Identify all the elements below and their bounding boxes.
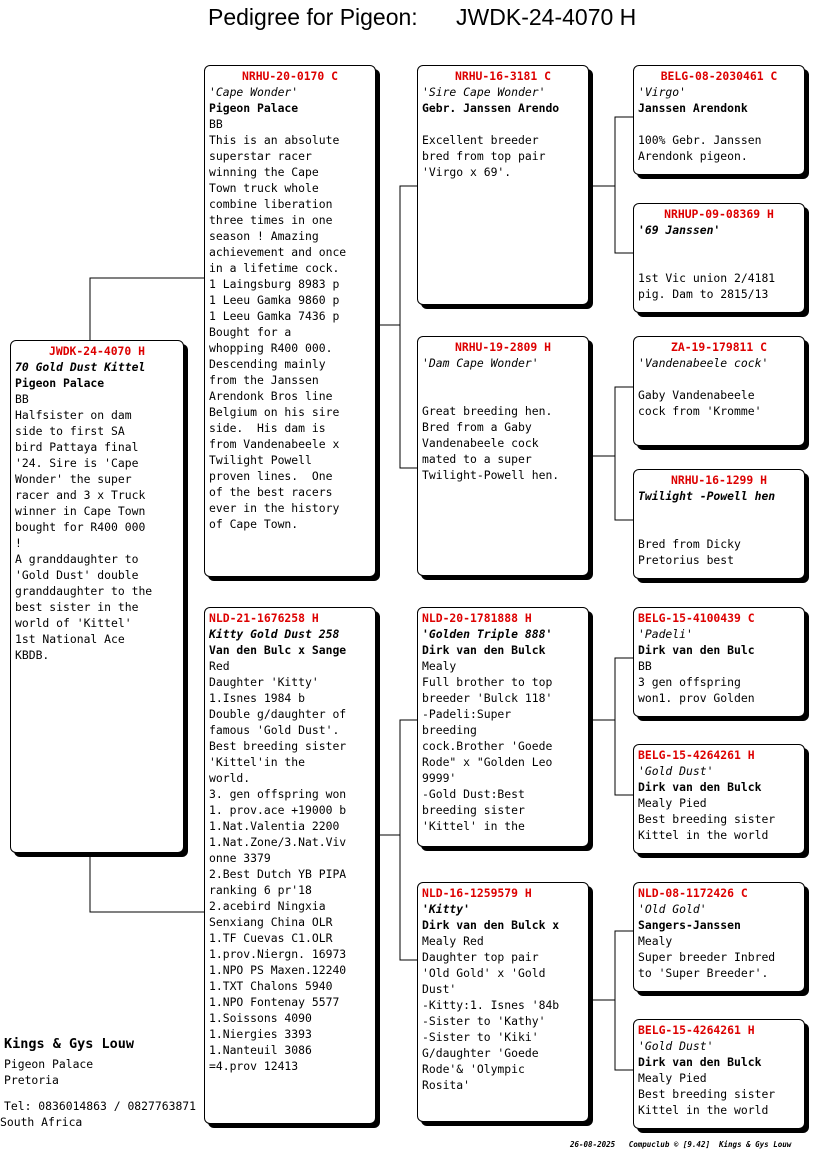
pigeon-color (638, 254, 800, 270)
pigeon-card-gen4-1[interactable] (633, 65, 805, 175)
ring-number: NLD-08-1172426 C (638, 886, 748, 900)
breeder: Gebr. Janssen Arendo (422, 101, 560, 115)
pigeon-name: 'Gold Dust' (638, 764, 714, 778)
pigeon-card-subject[interactable] (10, 340, 184, 853)
breeder: Janssen Arendonk (638, 101, 748, 115)
owner-country: South Africa (0, 1115, 83, 1129)
pigeon-card-dam[interactable] (204, 607, 376, 1124)
ring-number: BELG-15-4264261 H (638, 1023, 755, 1037)
pigeon-name: 'Sire Cape Wonder' (422, 85, 546, 99)
pigeon-name: 'Gold Dust' (638, 1039, 714, 1053)
ring-number: NRHUP-09-08369 H (664, 207, 774, 221)
pigeon-name: '69 Janssen' (638, 223, 721, 237)
pigeon-name: 'Kitty' (422, 902, 471, 916)
pigeon-name: Kitty Gold Dust 258 (209, 627, 340, 641)
ring-number: NLD-21-1676258 H (209, 611, 319, 625)
pigeon-notes: Excellent breeder bred from top pair 'Virgo x 69'. (422, 133, 546, 179)
ring-number: NLD-20-1781888 H (422, 611, 532, 625)
ring-number: BELG-15-4264261 H (638, 748, 755, 762)
pigeon-name: 'Vandenabeele cock' (638, 356, 769, 370)
ring-number: NRHU-16-3181 C (454, 69, 551, 83)
breeder: Pigeon Palace (209, 101, 299, 115)
breeder: Sangers-Janssen (638, 918, 741, 932)
pigeon-color: Mealy Pied (638, 796, 707, 810)
pigeon-name: 'Golden Triple 888' (422, 627, 553, 641)
breeder: Van den Bulc x Sange (209, 643, 347, 657)
pigeon-name: 'Cape Wonder' (209, 85, 299, 99)
title-label: Pedigree for Pigeon: (208, 4, 418, 30)
pigeon-color (422, 387, 584, 403)
pigeon-notes: Best breeding sister Kittel in the world (638, 1087, 776, 1117)
pigeon-card-gen4-6[interactable] (633, 744, 805, 854)
ring-number: NRHU-19-2809 H (454, 340, 551, 354)
owner-city: Pretoria (4, 1073, 59, 1087)
pigeon-notes: This is an absolute superstar racer winning the Cape Town truck whole combine liberation three times in one season ! Amazing achievement and once in a lifetime cock. 1 Laingsburg 8983 p 1 Leeu Gamka 9860 p 1 Leeu Gamka 7436 p Bought for a whopping R400 000. Descending mainly from the Janssen Arendonk Bros line Belgium on his sire side. His dam is from Vandenabeele x Twilight Powell proven lines. One of the best racers ever in the history of Cape Town. (209, 133, 347, 531)
owner-spacer (4, 1088, 196, 1098)
breeder: Dirk van den Bulck x (422, 918, 560, 932)
pigeon-card-gen4-2[interactable] (633, 203, 805, 313)
pigeon-notes: Great breeding hen. Bred from a Gaby Vandenabeele cock mated to a super Twilight-Powell hen. (422, 404, 560, 482)
pigeon-card-dam-dam[interactable] (417, 882, 589, 1122)
owner-name: Kings & Gys Louw (4, 1036, 135, 1052)
pigeon-notes: Daughter 'Kitty' 1.Isnes 1984 b Double g/daughter of famous 'Gold Dust'. Best breeding sister 'Kittel'in the world. 3. gen offspring won 1. prov.ace +19000 b 1.Nat.Valentia 2200 1.Nat.Zone/3.Nat.Viv onne 3379 2.Best Dutch YB PIPA ranking 6 pr'18 2.acebird Ningxia Senxiang China OLR 1.TF Cuevas C1.OLR 1.prov.Niergn. 16973 1.NPO PS Maxen.12240 1.TXT Chalons 5940 1.NPO Fontenay 5577 1.Soissons 4090 1.Niergies 3393 1.Nanteuil 3086 =4.prov 12413 (209, 675, 347, 1073)
breeder: Dirk van den Bulck (638, 1055, 762, 1069)
pigeon-notes: Bred from Dicky Pretorius best (638, 537, 741, 567)
pigeon-name: 'Dam Cape Wonder' (422, 356, 539, 370)
pigeon-color: Mealy Red (422, 934, 484, 948)
owner-loft: Pigeon Palace (4, 1057, 94, 1071)
breeder: Pigeon Palace (15, 376, 105, 390)
owner-info (0, 1036, 197, 1130)
pigeon-card-gen4-7[interactable] (633, 882, 805, 992)
pigeon-card-sire-sire[interactable] (417, 65, 589, 305)
pigeon-name: Twilight -Powell hen (638, 489, 776, 503)
owner-phone: Tel: 0836014863 / 0827763871 (4, 1099, 197, 1113)
pigeon-name: 'Virgo' (638, 85, 687, 99)
pigeon-notes: Gaby Vandenabeele cock from 'Kromme' (638, 388, 762, 418)
pigeon-name: 'Old Gold' (638, 902, 707, 916)
ring-number: NRHU-16-1299 H (670, 473, 767, 487)
pigeon-notes: 100% Gebr. Janssen Arendonk pigeon. (638, 133, 762, 163)
ring-number: JWDK-24-4070 H (48, 344, 145, 358)
breeder: Dirk van den Bulck (422, 643, 546, 657)
pigeon-card-sire-dam[interactable] (417, 336, 589, 576)
title-ring: JWDK-24-4070 H (456, 4, 637, 30)
ring-number: NRHU-20-0170 C (241, 69, 338, 83)
pigeon-notes: Halfsister on dam side to first SA bird Pattaya final '24. Sire is 'Cape Wonder' the super racer and 3 x Truck winner in Cape Town bought for R400 000 ! A granddaughter to 'Gold Dust' double granddaughter to the best sister in the world of 'Kittel' 1st National Ace KBDB. (15, 408, 153, 662)
footer-credit: 26-08-2025 Compuclub © [9.42] Kings & Gys Louw (570, 1140, 792, 1149)
pigeon-notes: 1st Vic union 2/4181 pig. Dam to 2815/13 (638, 271, 776, 301)
pigeon-card-gen4-3[interactable] (633, 336, 805, 446)
pigeon-color: BB (15, 392, 29, 406)
breeder: Dirk van den Bulck (638, 780, 762, 794)
breeder (638, 371, 800, 387)
ring-number: BELG-08-2030461 C (660, 69, 778, 83)
breeder (638, 238, 800, 254)
ring-number: ZA-19-179811 C (670, 340, 767, 354)
pigeon-color (422, 116, 584, 132)
pigeon-card-gen4-4[interactable] (633, 469, 805, 579)
ring-number: NLD-16-1259579 H (422, 886, 532, 900)
pigeon-name: 'Padeli' (638, 627, 693, 641)
pigeon-notes: Daughter top pair 'Old Gold' x 'Gold Dust' -Kitty:1. Isnes '84b -Sister to 'Kathy' -Sister to 'Kiki' G/daughter 'Goede Rode'& 'Olympic Rosita' (422, 950, 560, 1092)
pigeon-name: 70 Gold Dust Kittel (15, 360, 146, 374)
breeder (422, 371, 584, 387)
pigeon-card-gen4-8[interactable] (633, 1019, 805, 1129)
pigeon-color: BB (209, 117, 223, 131)
pigeon-color (638, 116, 800, 132)
pigeon-notes: Full brother to top breeder 'Bulck 118' -Padeli:Super breeding cock.Brother 'Goede Rode" x "Golden Leo 9999' -Gold Dust:Best breeding sister 'Kittel' in the (422, 675, 553, 833)
pigeon-color (638, 520, 800, 536)
pigeon-card-gen4-5[interactable] (633, 607, 805, 717)
pigeon-color: Red (209, 659, 230, 673)
pigeon-color: Mealy Pied (638, 1071, 707, 1085)
pigeon-card-sire[interactable] (204, 65, 376, 577)
pigeon-color: Mealy (638, 934, 673, 948)
pigeon-notes: Best breeding sister Kittel in the world (638, 812, 776, 842)
ring-number: BELG-15-4100439 C (638, 611, 755, 625)
pigeon-notes: 3 gen offspring won1. prov Golden (638, 675, 755, 705)
breeder: Dirk van den Bulc (638, 643, 755, 657)
breeder (638, 504, 800, 520)
pigeon-notes: Super breeder Inbred to 'Super Breeder'. (638, 950, 776, 980)
pigeon-color: BB (638, 659, 652, 673)
pigeon-card-dam-sire[interactable] (417, 607, 589, 847)
pigeon-color: Mealy (422, 659, 457, 673)
